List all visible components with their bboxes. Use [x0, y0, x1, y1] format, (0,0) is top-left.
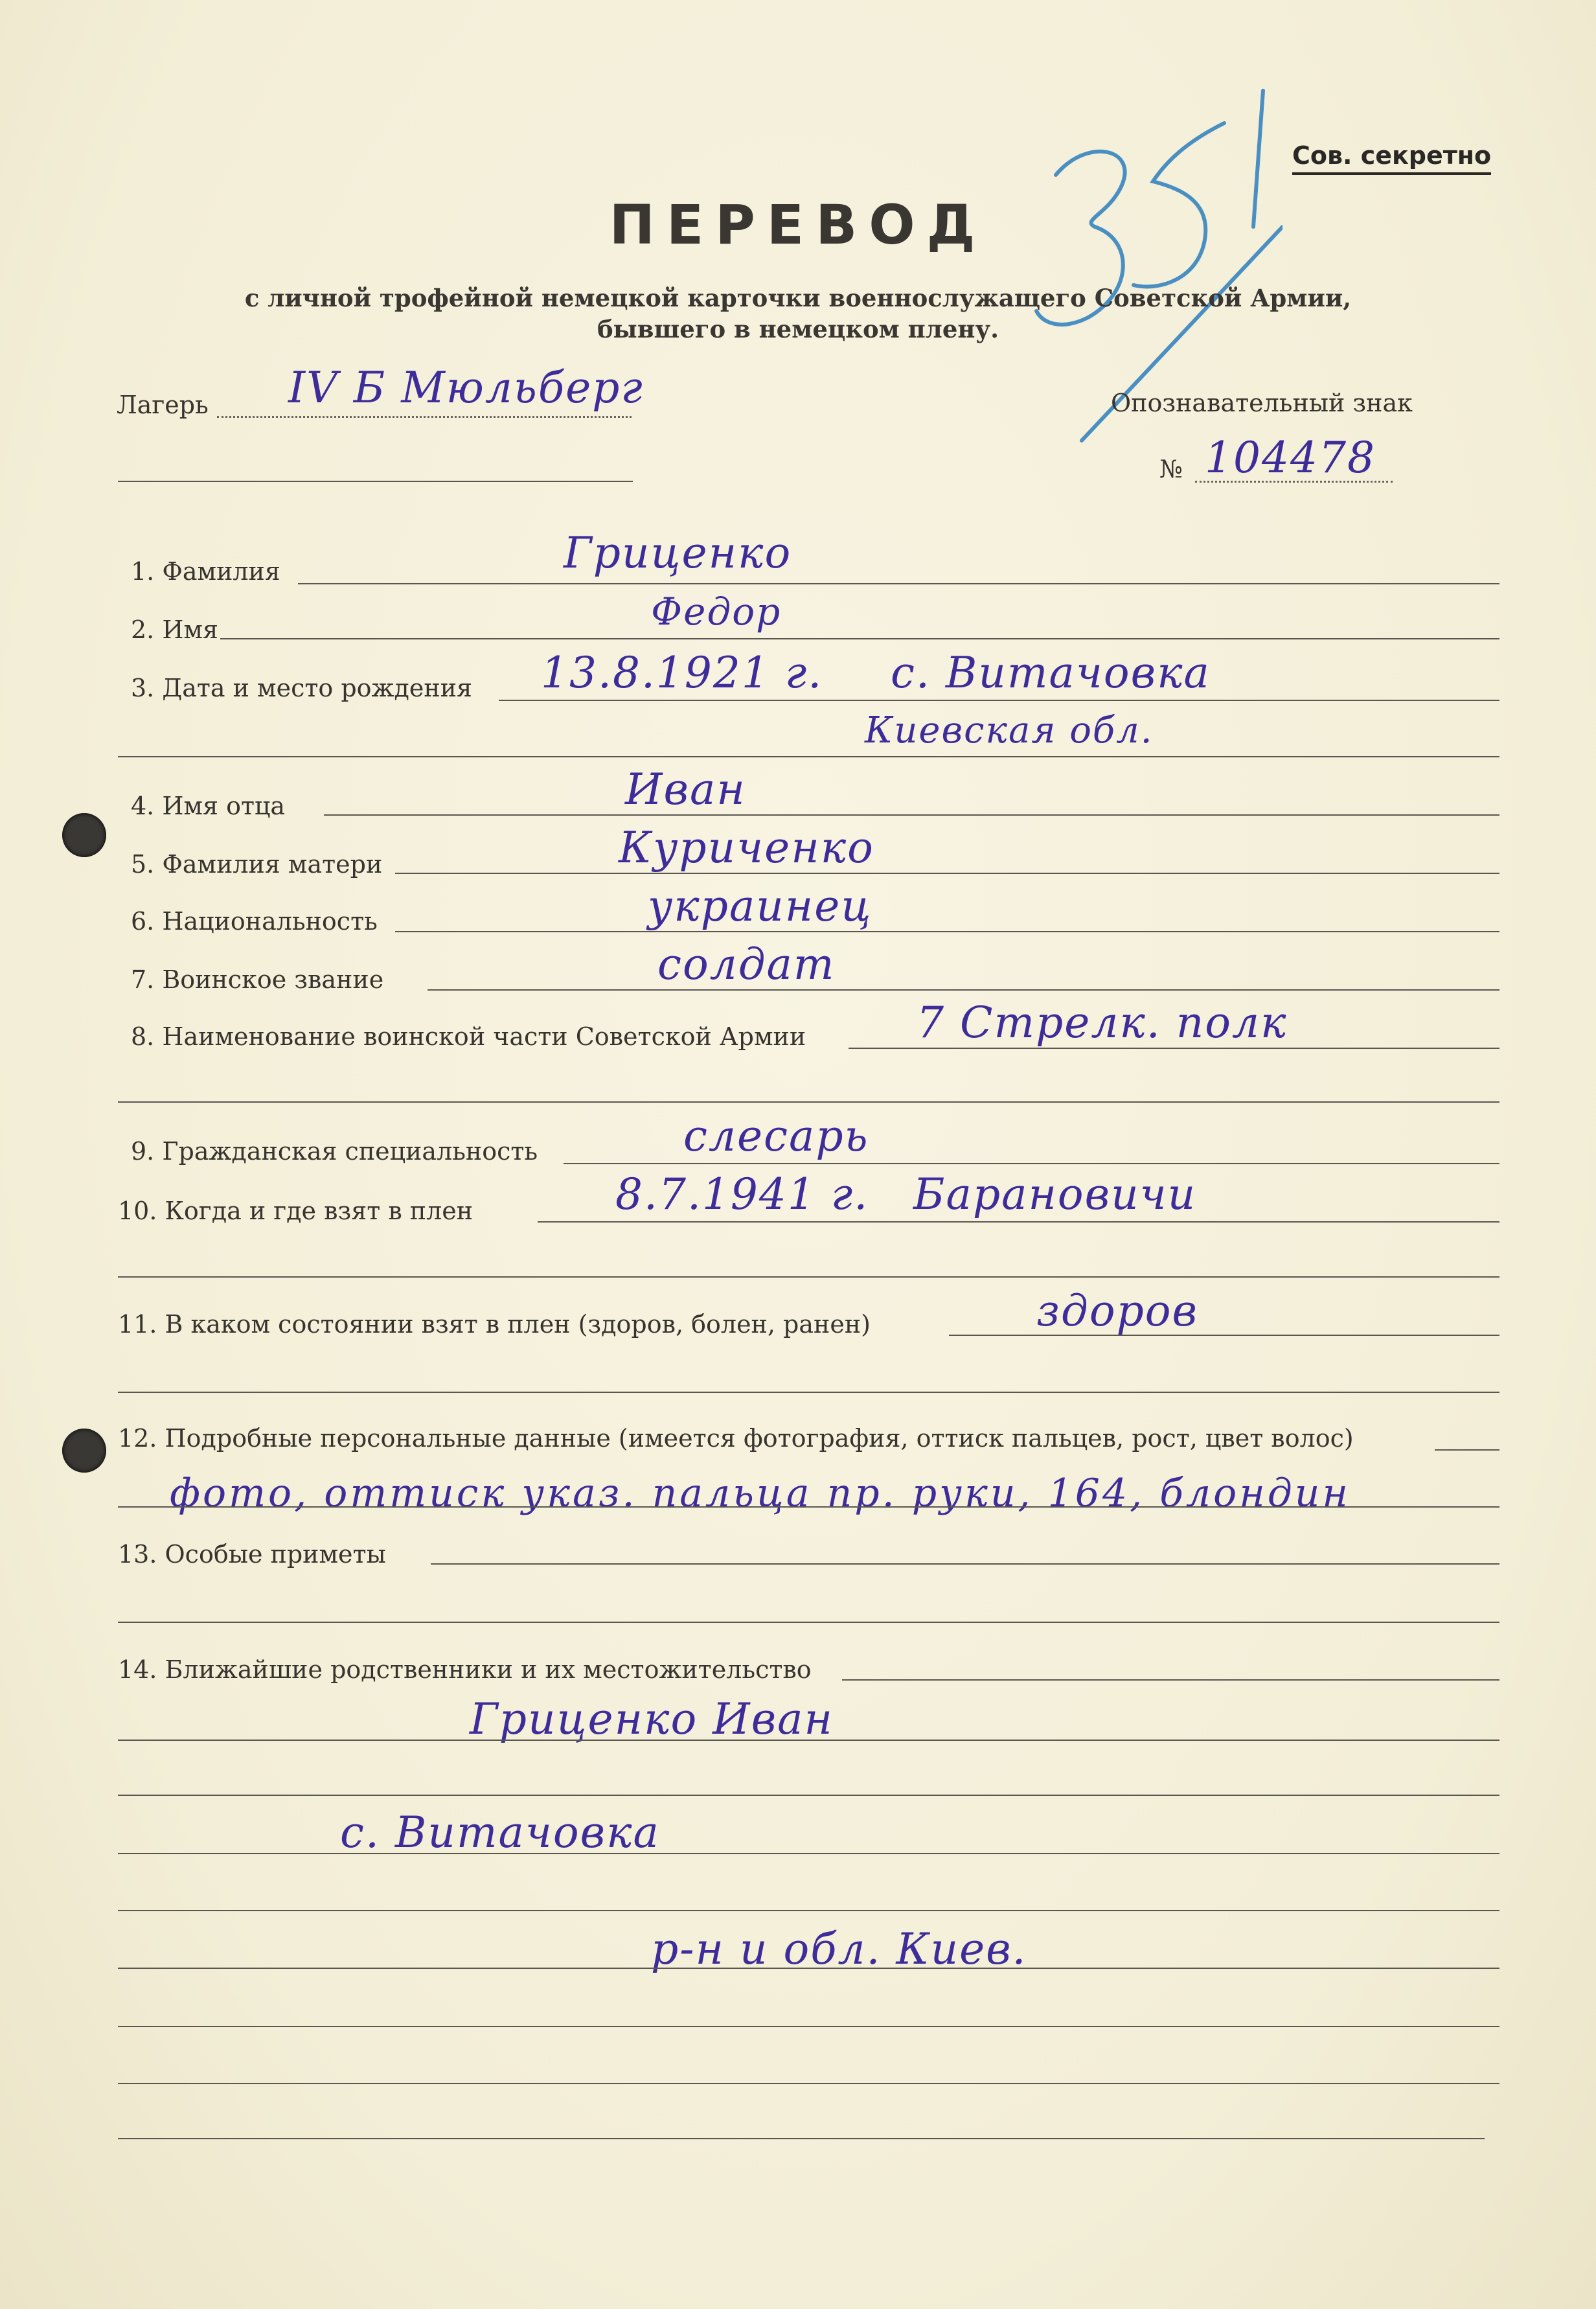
field-rank-label: 7. Воинское звание — [131, 965, 384, 994]
field-condition-value: здоров — [1036, 1286, 1198, 1336]
field-nationality-label: 6. Национальность — [131, 907, 378, 936]
field-mother-line — [395, 873, 1499, 874]
field-surname-line — [298, 583, 1499, 584]
field-relatives-line-6 — [118, 1968, 1499, 1969]
field-father-label: 4. Имя отца — [131, 792, 286, 820]
id-number-label: № — [1159, 455, 1183, 483]
field-relatives-line-8 — [118, 2083, 1499, 2084]
field-condition-line-2 — [118, 1392, 1499, 1393]
camp-line-2 — [118, 481, 633, 482]
field-birth-label: 3. Дата и место рождения — [131, 674, 473, 702]
field-capture-line — [538, 1221, 1499, 1223]
field-father-line — [324, 814, 1499, 816]
classification-stamp: Сов. секретно — [1292, 141, 1491, 175]
camp-value: IV Б Мюльберг — [288, 363, 644, 413]
field-relatives-line-9 — [118, 2138, 1485, 2139]
field-birth-region: Киевская обл. — [865, 709, 1154, 752]
field-nationality-value: украинец — [648, 881, 872, 931]
field-relatives-line-2 — [118, 1740, 1499, 1741]
field-unit-label: 8. Наименование воинской части Советской Армии — [131, 1022, 806, 1051]
field-unit-line-2 — [118, 1101, 1499, 1103]
field-relatives-line-7 — [118, 2026, 1499, 2027]
field-capture-date: 8.7.1941 г. — [615, 1169, 869, 1219]
field-profession-label: 9. Гражданская специальность — [131, 1137, 538, 1166]
field-mother-label: 5. Фамилия матери — [131, 850, 383, 879]
field-surname-label: 1. Фамилия — [131, 557, 280, 586]
field-marks-label: 13. Особые приметы — [118, 1540, 386, 1568]
field-birth-line — [499, 700, 1499, 701]
field-relatives-value-3: р-н и обл. Киев. — [651, 1924, 1027, 1974]
field-birth-date: 13.8.1921 г. — [541, 648, 823, 698]
field-unit-value: 7 Стрелк. полк — [917, 998, 1288, 1048]
id-tag-label: Опознавательный знак — [1111, 389, 1413, 417]
camp-line — [217, 416, 632, 418]
field-relatives-label: 14. Ближайшие родственники и их местожительство — [118, 1655, 812, 1684]
field-capture-line-2 — [118, 1276, 1499, 1278]
field-name-label: 2. Имя — [131, 615, 219, 644]
field-unit-line — [849, 1048, 1499, 1049]
field-personal-data-value: фото, оттиск указ. пальца пр. руки, 164, блондин — [170, 1471, 1351, 1516]
field-birth-place: с. Витачовка — [891, 648, 1211, 698]
field-rank-value: солдат — [657, 939, 836, 989]
field-marks-line-2 — [118, 1622, 1499, 1623]
field-relatives-line-4 — [118, 1853, 1499, 1854]
page-title: ПЕРЕВОД — [609, 193, 987, 257]
punch-hole-bottom — [62, 1429, 106, 1473]
punch-hole-top — [62, 813, 106, 857]
field-name-value: Федор — [651, 590, 782, 634]
field-rank-line — [428, 989, 1499, 991]
id-number-value: 104478 — [1205, 433, 1376, 483]
page-subtitle-line1: с личной трофейной немецкой карточки военнослужащего Советской Армии, — [244, 284, 1352, 312]
field-relatives-line — [842, 1679, 1499, 1681]
field-personal-data-label: 12. Подробные персональные данные (имеется фотография, оттиск пальцев, рост, цвет волос) — [118, 1424, 1354, 1453]
field-capture-label: 10. Когда и где взят в плен — [118, 1197, 473, 1225]
field-birth-line-2 — [118, 756, 1499, 757]
field-relatives-value-1: Гриценко Иван — [470, 1694, 834, 1744]
field-relatives-line-5 — [118, 1910, 1499, 1911]
page-subtitle-line2: бывшего в немецком плену. — [597, 315, 999, 343]
field-surname-value: Гриценко — [564, 528, 792, 578]
field-mother-value: Куриченко — [619, 823, 874, 873]
field-capture-place: Барановичи — [913, 1169, 1197, 1219]
camp-label: Лагерь — [117, 391, 209, 419]
field-father-value: Иван — [625, 764, 746, 814]
field-condition-label: 11. В каком состоянии взят в плен (здоров, болен, ранен) — [118, 1310, 871, 1338]
field-personal-data-line — [1435, 1449, 1499, 1451]
field-relatives-line-3 — [118, 1795, 1499, 1796]
field-marks-line — [431, 1563, 1499, 1565]
field-name-line — [220, 638, 1499, 639]
field-relatives-value-2: с. Витачовка — [340, 1808, 660, 1857]
field-profession-line — [564, 1163, 1499, 1164]
field-condition-line — [949, 1335, 1499, 1336]
field-personal-data-line-2 — [118, 1506, 1499, 1508]
field-profession-value: слесарь — [683, 1111, 869, 1161]
field-nationality-line — [395, 931, 1499, 932]
